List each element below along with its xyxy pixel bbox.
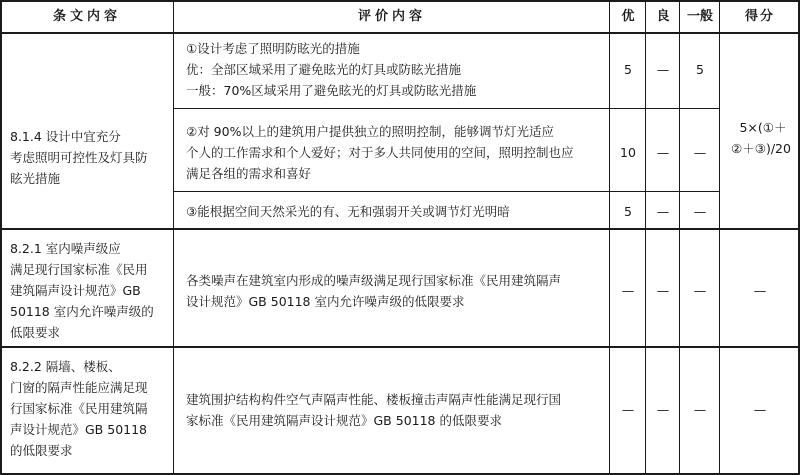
clause-8-1-4-line-3: 眩光措施 (10, 171, 61, 186)
col-rule-good (679, 0, 680, 475)
subrow-rule-1 (173, 108, 720, 109)
item-8-2-1-line-2: 设计规范》GB 50118 室内允许噪声级的低限要求 (186, 294, 465, 309)
header-good: 良 (656, 9, 670, 24)
border-left (0, 0, 2, 475)
score-8-1-4-line-1: 5×(①＋ (739, 120, 787, 135)
item-8-2-2-good: — (656, 402, 670, 417)
col-rule-evaluation (609, 0, 610, 475)
item-3-excellent: 5 (624, 204, 632, 219)
item-2-line-1: ②对 90%以上的建筑用户提供独立的照明控制，能够调节灯光适应 (186, 124, 554, 139)
item-8-2-2-general: — (693, 402, 707, 417)
score-8-1-4-line-2: ②＋③)/20 (731, 141, 791, 156)
clause-8-2-1-line-4: 50118 室内允许噪声级的 (10, 304, 154, 319)
item-2-line-2: 个人的工作需求和个人爱好；对于多人共同使用的空间，照明控制也应 (186, 145, 574, 160)
header-evaluation: 评价内容 (357, 9, 426, 24)
clause-8-2-1-line-1: 8.2.1 室内噪声级应 (10, 241, 121, 256)
item-2-line-3: 满足各组的需求和喜好 (186, 166, 312, 181)
subrow-rule-2 (173, 191, 720, 192)
item-1-excellent: 5 (624, 62, 632, 77)
item-3-line-1: ③能根据空间天然采光的有、无和强弱开关或调节灯光明暗 (186, 204, 510, 219)
header-rule (0, 32, 800, 34)
header-score: 得分 (744, 9, 775, 24)
item-8-2-1-excellent: — (621, 283, 635, 298)
col-rule-general (719, 0, 720, 475)
clause-8-2-2-line-3: 行国家标准《民用建筑隔 (10, 401, 148, 416)
border-top (0, 0, 800, 2)
score-8-2-1: — (753, 283, 767, 298)
header-excellent: 优 (621, 9, 635, 24)
clause-8-2-2-line-2: 门窗的隔声性能应满足现 (10, 380, 148, 395)
item-2-good: — (656, 145, 670, 160)
item-8-2-2-excellent: — (621, 402, 635, 417)
clause-8-1-4-line-2: 考虑照明可控性及灯具防 (10, 150, 148, 165)
clause-8-2-1-line-5: 低限要求 (10, 325, 61, 340)
item-1-general: 5 (696, 62, 704, 77)
item-8-2-1-general: — (693, 283, 707, 298)
col-rule-clause (173, 0, 174, 475)
clause-8-2-2-line-5: 的低限要求 (10, 443, 73, 458)
item-1-line-3: 一般：70%区域采用了避免眩光的灯具或防眩光措施 (186, 83, 477, 98)
clause-8-1-4-line-1: 8.1.4 设计中宜充分 (10, 129, 121, 144)
item-8-2-1-good: — (656, 283, 670, 298)
clause-8-2-2-line-1: 8.2.2 隔墙、楼板、 (10, 359, 121, 374)
item-1-line-1: ①设计考虑了照明防眩光的措施 (186, 41, 360, 56)
clause-8-2-1-line-3: 建筑隔声设计规范》GB (10, 283, 141, 298)
item-2-general: — (693, 145, 707, 160)
item-1-good: — (656, 62, 670, 77)
col-rule-excellent (645, 0, 646, 475)
item-3-good: — (656, 204, 670, 219)
header-general: 一般 (686, 9, 713, 24)
row-rule-1 (0, 228, 800, 230)
clause-8-2-1-line-2: 满足现行国家标准《民用 (10, 262, 148, 277)
item-8-2-2-line-2: 家标准《民用建筑隔声设计规范》GB 50118 的低限要求 (186, 413, 502, 428)
item-2-excellent: 10 (620, 145, 636, 160)
row-rule-2 (0, 346, 800, 348)
item-8-2-1-line-1: 各类噪声在建筑室内形成的噪声级满足现行国家标准《民用建筑隔声 (186, 273, 562, 288)
header-clause: 条文内容 (52, 9, 121, 24)
score-8-2-2: — (753, 402, 767, 417)
item-8-2-2-line-1: 建筑围护结构构件空气声隔声性能、楼板撞击声隔声性能满足现行国 (186, 392, 562, 407)
item-1-line-2: 优：全部区域采用了避免眩光的灯具或防眩光措施 (186, 62, 462, 77)
item-3-general: — (693, 204, 707, 219)
clause-8-2-2-line-4: 声设计规范》GB 50118 (10, 422, 147, 437)
